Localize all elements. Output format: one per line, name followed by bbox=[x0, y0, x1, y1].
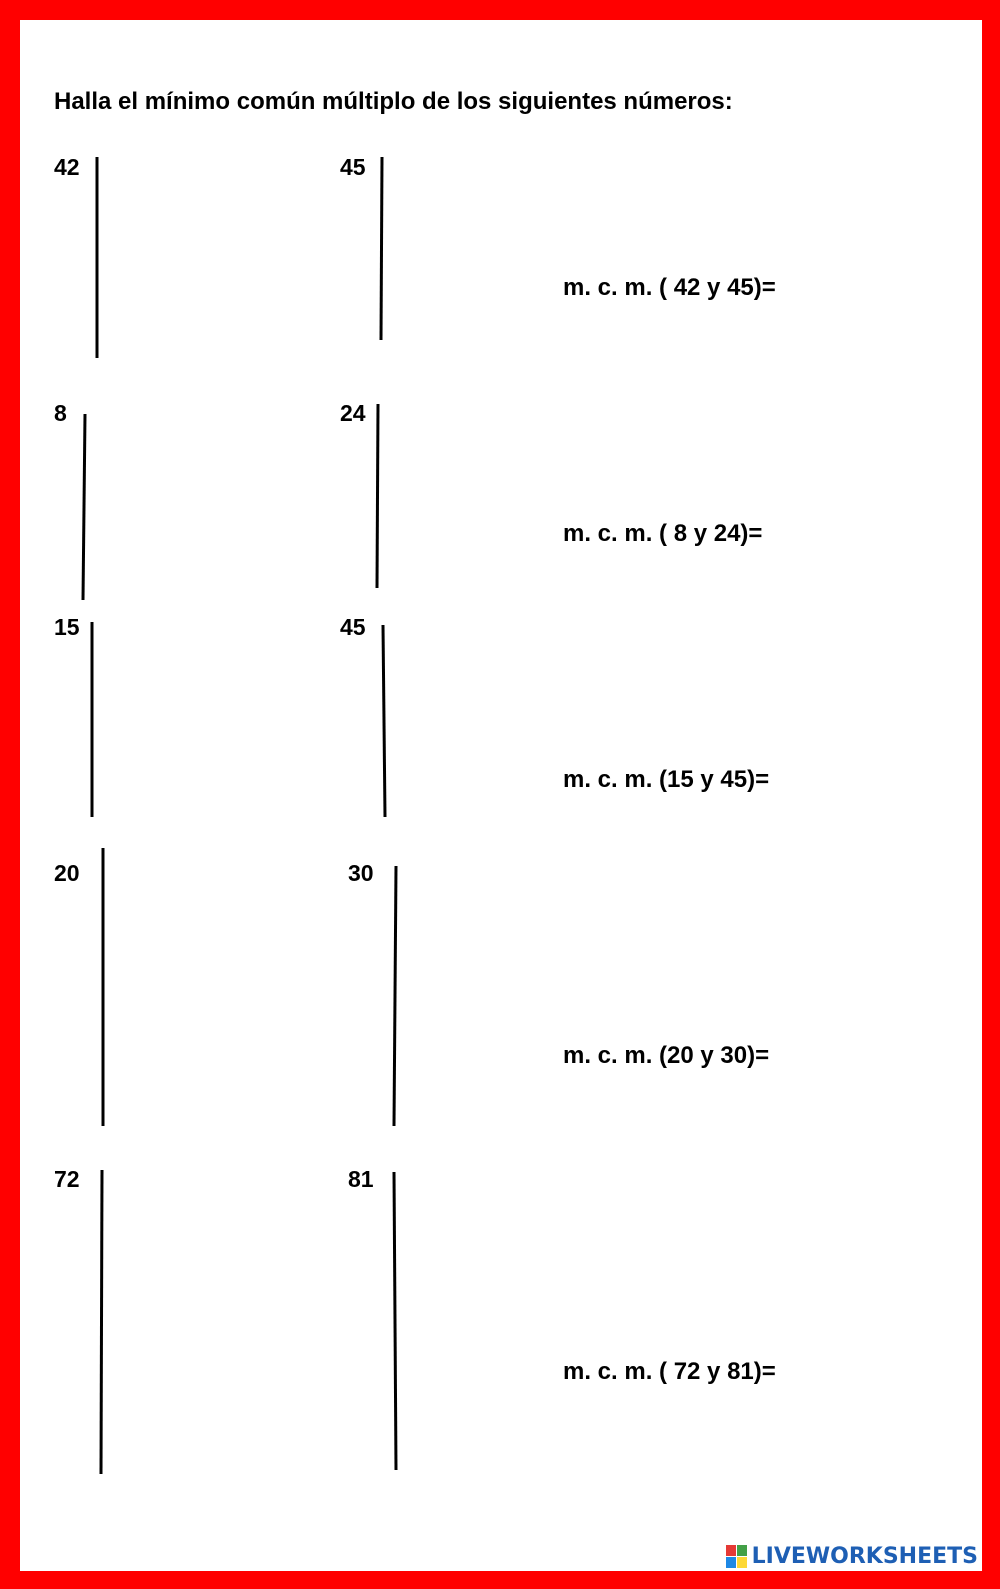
division-line-81 bbox=[394, 1172, 396, 1470]
answer-input-3[interactable] bbox=[773, 768, 893, 794]
answer-label-2: m. c. m. ( 8 y 24)= bbox=[563, 520, 763, 547]
number-a-1: 42 bbox=[54, 154, 80, 180]
division-line-45b bbox=[383, 625, 385, 817]
worksheet-title: Halla el mínimo común múltiplo de los siguientes números: bbox=[54, 88, 733, 115]
brand-name: LIVEWORKSHEETS bbox=[751, 1544, 978, 1569]
division-line-24 bbox=[377, 404, 378, 588]
answer-row-5 bbox=[563, 1358, 900, 1386]
liveworksheets-logo-icon bbox=[726, 1545, 748, 1569]
number-a-5: 72 bbox=[54, 1166, 80, 1192]
division-line-45a bbox=[381, 157, 382, 340]
answer-row-1 bbox=[563, 274, 900, 302]
answer-label-5: m. c. m. ( 72 y 81)= bbox=[563, 1358, 776, 1385]
factorization-lines bbox=[20, 20, 982, 1571]
number-b-5: 81 bbox=[348, 1166, 374, 1192]
division-line-30 bbox=[394, 866, 396, 1126]
number-a-2: 8 bbox=[54, 400, 67, 426]
number-b-3: 45 bbox=[340, 614, 366, 640]
answer-label-3: m. c. m. (15 y 45)= bbox=[563, 766, 770, 793]
answer-row-3 bbox=[563, 766, 893, 794]
answer-input-4[interactable] bbox=[773, 1044, 893, 1070]
answer-row-2 bbox=[563, 520, 886, 548]
answer-input-1[interactable] bbox=[780, 276, 900, 302]
answer-label-4: m. c. m. (20 y 30)= bbox=[563, 1042, 770, 1069]
number-b-2: 24 bbox=[340, 400, 366, 426]
number-a-3: 15 bbox=[54, 614, 80, 640]
answer-input-5[interactable] bbox=[780, 1360, 900, 1386]
number-b-4: 30 bbox=[348, 860, 374, 886]
division-line-8 bbox=[83, 414, 85, 600]
division-line-72 bbox=[101, 1170, 102, 1474]
liveworksheets-brand[interactable] bbox=[726, 1544, 978, 1569]
answer-row-4 bbox=[563, 1042, 893, 1070]
answer-input-2[interactable] bbox=[766, 522, 886, 548]
number-b-1: 45 bbox=[340, 154, 366, 180]
number-a-4: 20 bbox=[54, 860, 80, 886]
worksheet-page bbox=[20, 20, 982, 1571]
answer-label-1: m. c. m. ( 42 y 45)= bbox=[563, 274, 776, 301]
